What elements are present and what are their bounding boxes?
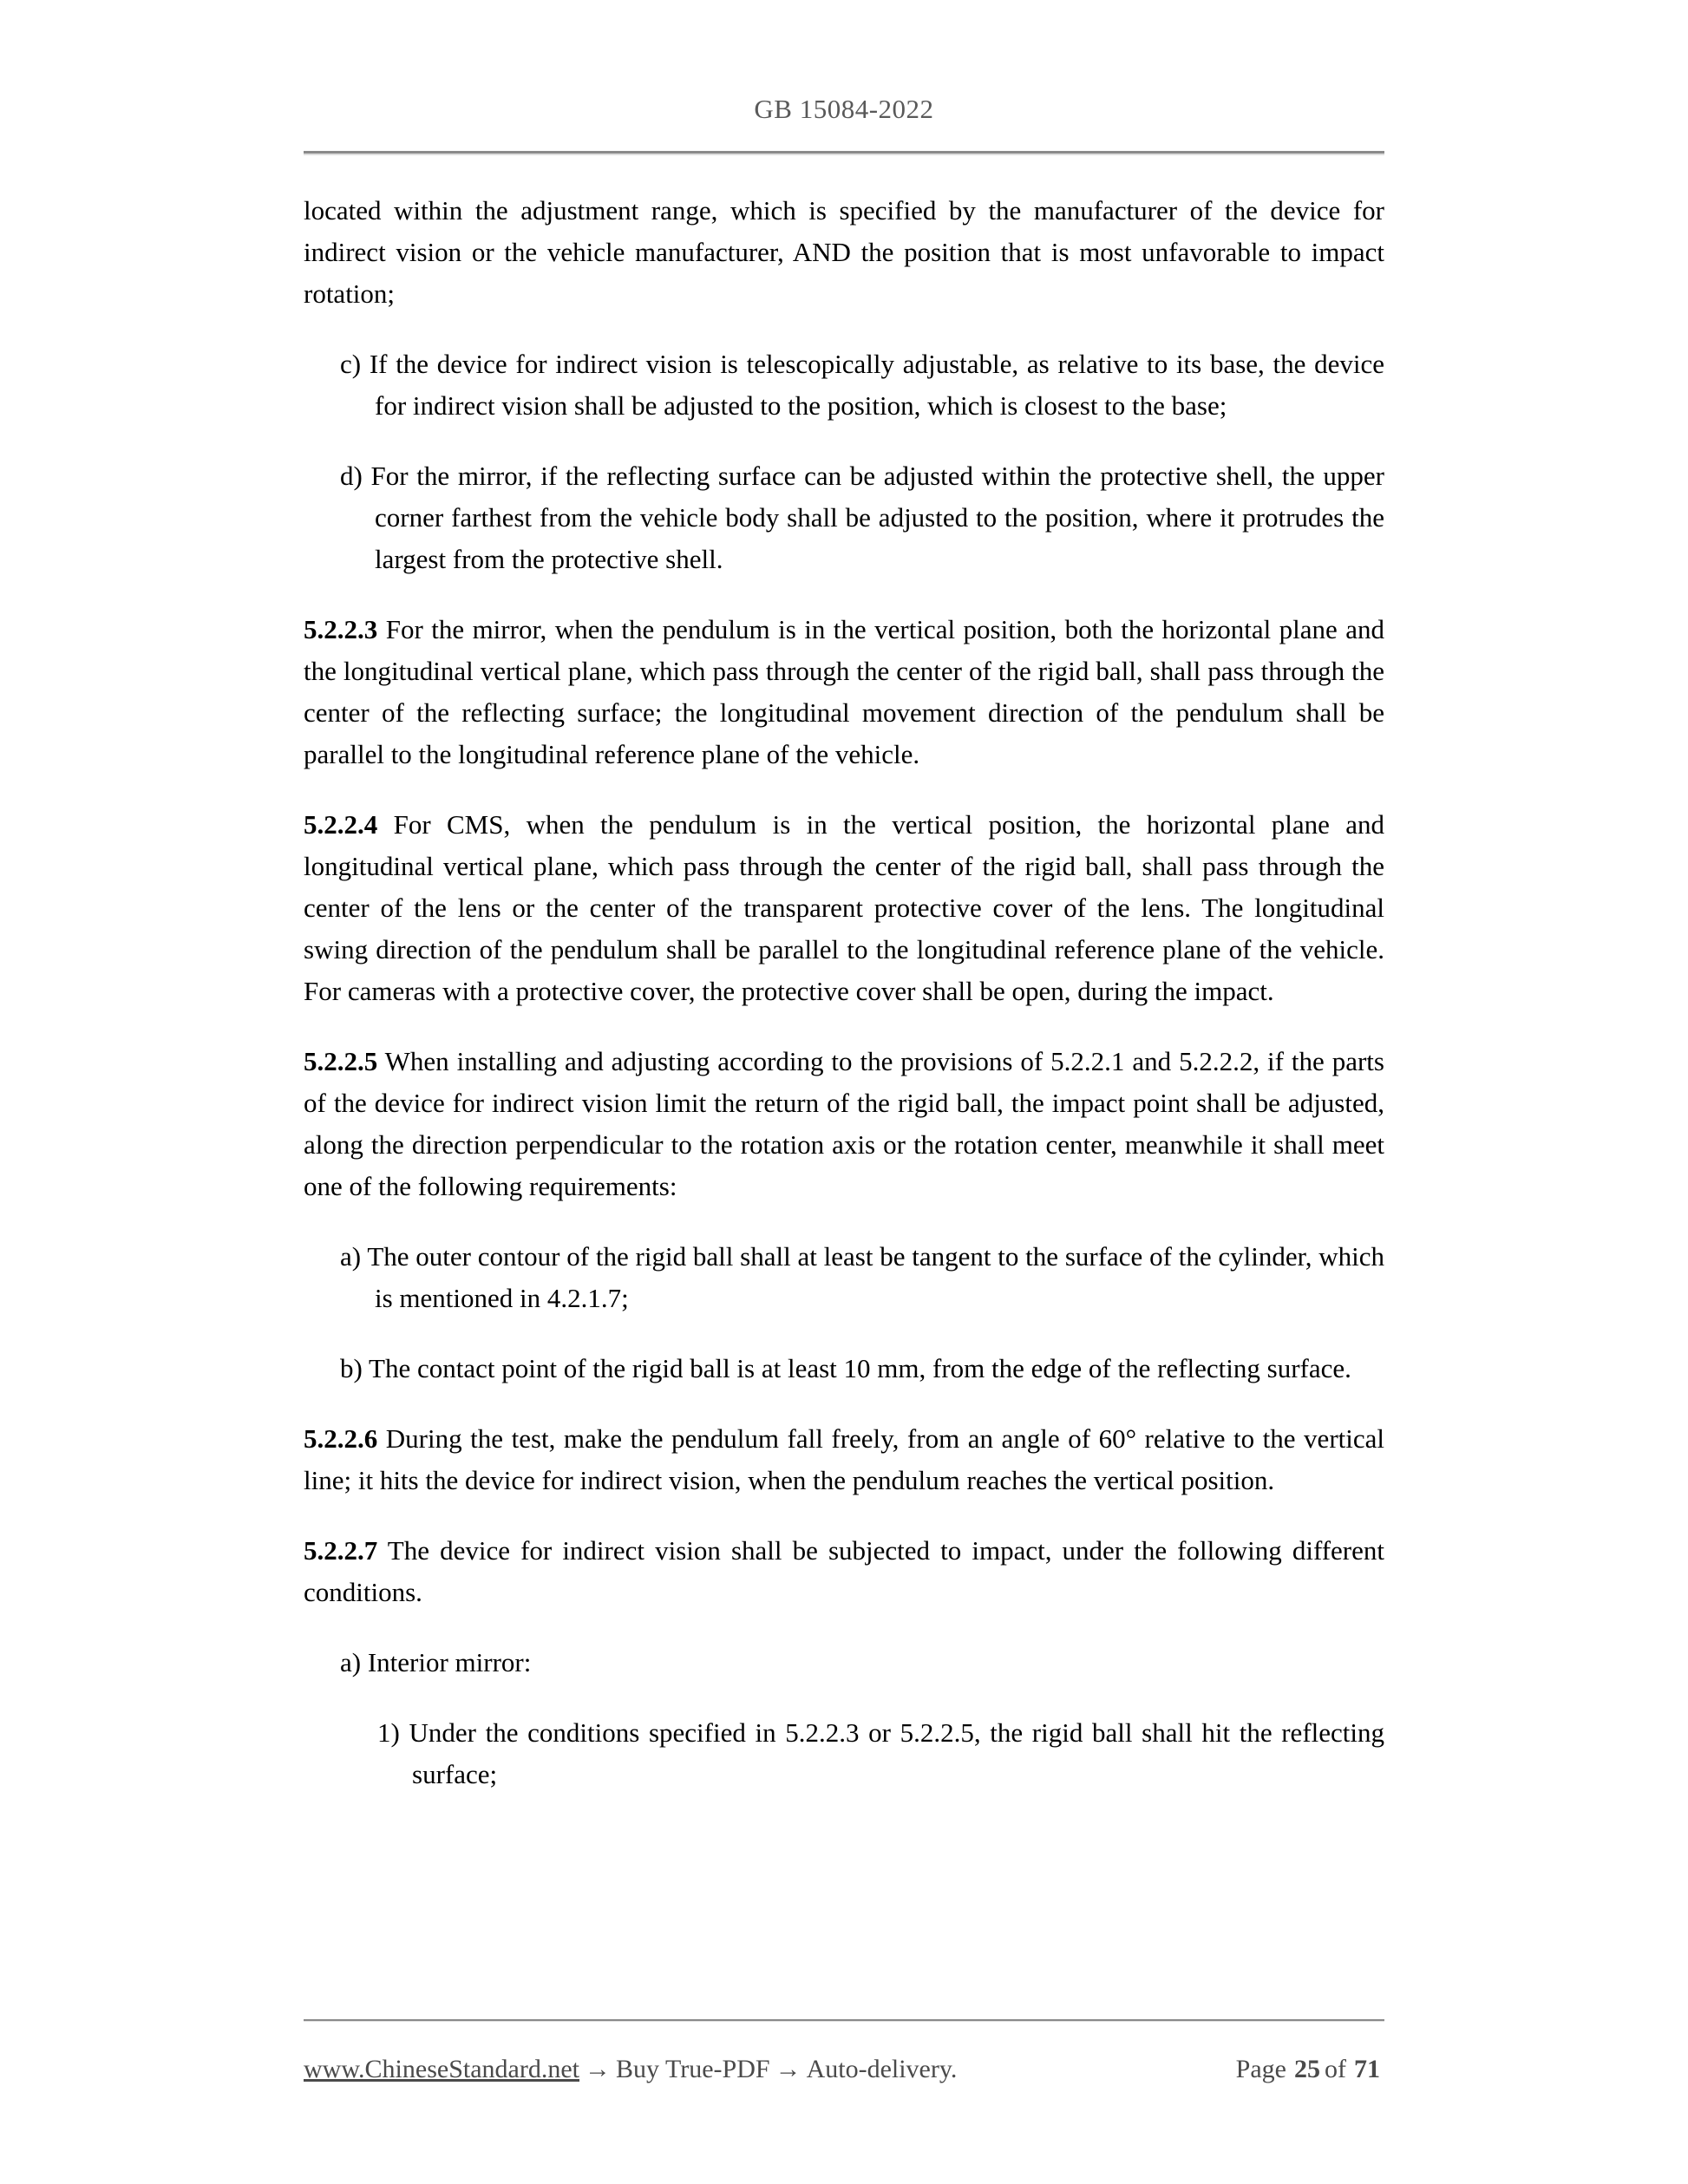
list-marker: c) <box>340 349 362 379</box>
standard-title: GB 15084-2022 <box>754 94 934 124</box>
section-text: During the test, make the pendulum fall freely, from an angle of 60° relative to the vertical line; it hits the device for indirect vision, when the pendulum reaches the vertical position. <box>304 1423 1384 1495</box>
footer-site-link[interactable]: www.ChineseStandard.net <box>304 2055 579 2083</box>
section-text: The device for indirect vision shall be subjected to impact, under the following different conditions. <box>304 1535 1384 1607</box>
section-5-2-2-4 <box>304 804 1384 1012</box>
of-label: of <box>1325 2055 1346 2083</box>
paragraph-text: located within the adjustment range, which is specified by the manufacturer of the device for indirect vision or the vehicle manufacturer, AND the position that is most unfavorable to impact rotation; <box>304 195 1384 309</box>
paragraph-continuation <box>304 190 1384 315</box>
list-item-text: Under the conditions specified in 5.2.2.3 or 5.2.2.5, the rigid ball shall hit the reflecting surface; <box>409 1717 1384 1789</box>
footer-buy-label: Buy True-PDF <box>616 2055 770 2083</box>
list-marker: 1) <box>377 1717 400 1748</box>
section-5-2-2-7 <box>304 1530 1384 1613</box>
list-item-text: The contact point of the rigid ball is at least 10 mm, from the edge of the reflecting surface. <box>369 1353 1351 1383</box>
list-item-d <box>304 455 1384 580</box>
page-total: 71 <box>1354 2055 1380 2083</box>
list-marker: b) <box>340 1353 363 1383</box>
list-item-b <box>304 1348 1384 1390</box>
section-number: 5.2.2.4 <box>304 809 378 840</box>
list-item-interior-mirror <box>304 1642 1384 1684</box>
footer-delivery-label: Auto-delivery. <box>806 2055 958 2083</box>
list-item-text: The outer contour of the rigid ball shall at least be tangent to the surface of the cylinder, which is mentioned in 4.2.1.7; <box>367 1241 1384 1313</box>
list-item-text: For the mirror, if the reflecting surface can be adjusted within the protective shell, the upper corner farthest from the vehicle body shall be adjusted to the position, where it protrudes the largest from the protective shell. <box>370 461 1385 574</box>
section-number: 5.2.2.6 <box>304 1423 378 1454</box>
section-number: 5.2.2.3 <box>304 614 378 644</box>
section-number: 5.2.2.5 <box>304 1046 378 1076</box>
list-marker: a) <box>340 1647 362 1677</box>
arrow-icon: → <box>775 2055 801 2083</box>
section-text: When installing and adjusting according to the provisions of 5.2.2.1 and 5.2.2.2, if the parts of the device for indirect vision limit the return of the rigid ball, the impact point shall be adjusted, along the direction perpendicular to the rotation axis or the rotation center, meanwhile it shall meet one of the following requirements: <box>304 1046 1384 1201</box>
numbered-list-item-1 <box>304 1712 1384 1795</box>
list-item-a <box>304 1236 1384 1319</box>
section-number: 5.2.2.7 <box>304 1535 378 1566</box>
list-item-text: Interior mirror: <box>367 1647 532 1677</box>
list-marker: a) <box>340 1241 362 1272</box>
section-5-2-2-5 <box>304 1041 1384 1207</box>
list-item-text: If the device for indirect vision is telescopically adjustable, as relative to its base, the device for indirect vision shall be adjusted to the position, which is closest to the base; <box>369 349 1384 421</box>
page-number <box>1236 2052 1384 2087</box>
list-item-c <box>304 343 1384 427</box>
page-footer <box>304 2019 1384 2087</box>
list-marker: d) <box>340 461 363 491</box>
page-body <box>304 154 1384 1795</box>
footer-source-line <box>304 2052 957 2087</box>
section-text: For CMS, when the pendulum is in the vertical position, the horizontal plane and longitudinal vertical plane, which pass through the center of the rigid ball, shall pass through the center of the lens or the center of the transparent protective cover of the lens. The longitudinal swing direction of the pendulum shall be parallel to the longitudinal reference plane of the vehicle. For cameras with a protective cover, the protective cover shall be open, during the impact. <box>304 809 1384 1006</box>
arrow-icon: → <box>585 2055 611 2083</box>
page-header <box>304 0 1384 154</box>
section-5-2-2-6 <box>304 1418 1384 1501</box>
section-text: For the mirror, when the pendulum is in the vertical position, both the horizontal plane and the longitudinal vertical plane, which pass through the center of the rigid ball, shall pass through the center of the reflecting surface; the longitudinal movement direction of the pendulum shall be parallel to the longitudinal reference plane of the vehicle. <box>304 614 1385 769</box>
page-current: 25 <box>1294 2055 1320 2083</box>
section-5-2-2-3 <box>304 609 1384 775</box>
page-label: Page <box>1235 2055 1286 2083</box>
